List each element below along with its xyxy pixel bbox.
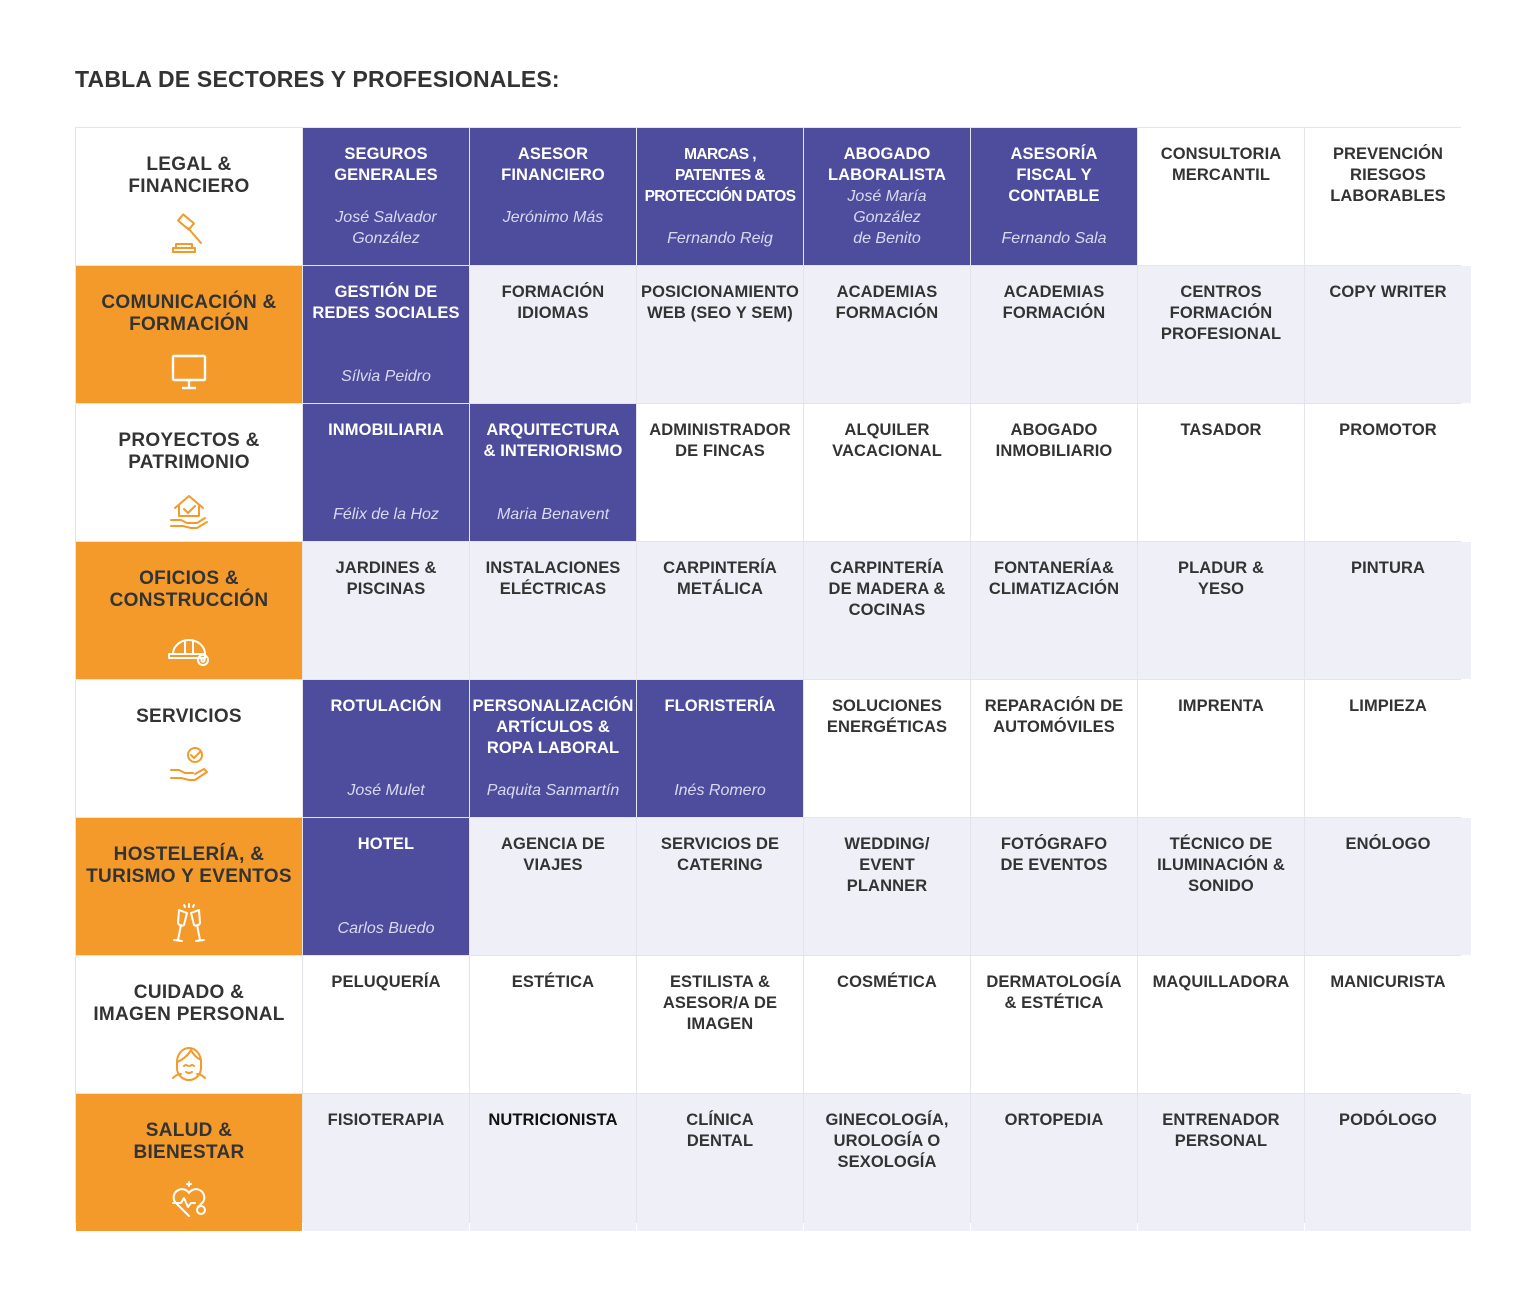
profession-cell <box>303 1094 469 1231</box>
professional-name: Fernando Sala <box>1001 230 1107 247</box>
profession-label: PERSONALIZACIÓN ARTÍCULOS & ROPA LABORAL <box>472 697 634 757</box>
profession-label: REPARACIÓN DE AUTOMÓVILES <box>984 697 1124 736</box>
profession-label: FISIOTERAPIA <box>327 1111 445 1129</box>
profession-cell <box>303 128 469 265</box>
profession-cell <box>1138 542 1304 679</box>
profession-label: MARCAS , PATENTES & PROTECCIÓN DATOS <box>644 146 796 205</box>
hand-check-icon <box>165 740 213 788</box>
profession-label: FORMACIÓN IDIOMAS <box>501 283 605 322</box>
professional-name: Félix de la Hoz <box>333 506 439 523</box>
profession-label: POSICIONAMIENTO WEB (SEO Y SEM) <box>641 283 799 322</box>
profession-label: ASESORÍA FISCAL Y CONTABLE <box>1008 145 1100 205</box>
profession-cell <box>637 1094 803 1231</box>
profession-cell <box>1138 818 1304 955</box>
profession-label: ESTÉTICA <box>511 973 595 991</box>
profession-cell <box>303 818 469 955</box>
profession-label: COSMÉTICA <box>837 973 937 991</box>
profession-label: GINECOLOGÍA, UROLOGÍA O SEXOLOGÍA <box>825 1111 949 1171</box>
sector-cell <box>76 818 302 955</box>
profession-label: CENTROS FORMACIÓN PROFESIONAL <box>1160 283 1282 343</box>
sector-cell <box>76 1094 302 1231</box>
sector-cell <box>76 542 302 679</box>
profession-label: FONTANERÍA& CLIMATIZACIÓN <box>988 559 1120 598</box>
profession-cell <box>637 542 803 679</box>
profession-cell <box>1305 680 1471 817</box>
professional-name: José Salvador González <box>335 209 437 247</box>
professional-name: Paquita Sanmartín <box>486 782 620 799</box>
profession-cell <box>637 266 803 403</box>
profession-label: ACADEMIAS FORMACIÓN <box>1002 283 1106 322</box>
profession-cell <box>804 956 970 1093</box>
profession-label: FOTÓGRAFO DE EVENTOS <box>1000 835 1108 874</box>
profession-label: IMPRENTA <box>1178 697 1264 715</box>
profession-label: HOTEL <box>357 835 415 853</box>
profession-cell <box>637 818 803 955</box>
profession-label: TÉCNICO DE ILUMINACIÓN & SONIDO <box>1157 835 1285 895</box>
face-icon <box>165 1038 213 1086</box>
profession-cell <box>1305 266 1471 403</box>
profession-label: ROTULACIÓN <box>330 697 442 715</box>
profession-label: CONSULTORIA MERCANTIL <box>1160 145 1282 184</box>
profession-label: TASADOR <box>1180 421 1262 439</box>
profession-cell <box>637 956 803 1093</box>
profession-cell <box>804 818 970 955</box>
helmet-gear-icon <box>165 624 213 672</box>
profession-cell <box>804 542 970 679</box>
sector-name: COMUNICACIÓN & FORMACIÓN <box>101 292 277 335</box>
professional-name: Fernando Reig <box>667 230 773 247</box>
profession-label: CARPINTERÍA DE MADERA & COCINAS <box>828 559 946 619</box>
profession-cell <box>1138 1094 1304 1231</box>
house-hand-icon <box>165 486 213 534</box>
sector-name: HOSTELERÍA, & TURISMO Y EVENTOS <box>86 844 292 887</box>
profession-label: PELUQUERÍA <box>331 973 441 991</box>
professional-name: Jerónimo Más <box>502 209 604 226</box>
profession-label: CLÍNICA DENTAL <box>686 1111 754 1150</box>
sector-name: SALUD & BIENESTAR <box>133 1120 245 1163</box>
profession-label: COPY WRITER <box>1329 283 1447 301</box>
professional-name: José María González de Benito <box>847 188 927 247</box>
profession-cell <box>971 818 1137 955</box>
professional-name: José Mulet <box>347 782 425 799</box>
profession-cell <box>1138 680 1304 817</box>
sector-cell <box>76 266 302 403</box>
profession-cell <box>470 266 636 403</box>
profession-label: ABOGADO LABORALISTA <box>827 145 947 184</box>
sector-name: SERVICIOS <box>136 706 242 727</box>
profession-cell <box>1138 956 1304 1093</box>
profession-cell <box>303 266 469 403</box>
profession-cell <box>637 680 803 817</box>
profession-label: LIMPIEZA <box>1349 697 1427 715</box>
profession-cell <box>303 404 469 541</box>
profession-label: CARPINTERÍA METÁLICA <box>663 559 777 598</box>
profession-cell <box>470 128 636 265</box>
profession-cell <box>1138 128 1304 265</box>
profession-label: FLORISTERÍA <box>664 697 776 715</box>
profession-label: SEGUROS GENERALES <box>334 145 438 184</box>
profession-cell <box>1305 542 1471 679</box>
profession-cell <box>1305 818 1471 955</box>
profession-cell <box>470 680 636 817</box>
profession-label: GESTIÓN DE REDES SOCIALES <box>312 283 460 322</box>
sector-name: PROYECTOS & PATRIMONIO <box>118 430 260 473</box>
profession-cell <box>1305 1094 1471 1231</box>
profession-cell <box>303 542 469 679</box>
profession-cell <box>971 266 1137 403</box>
profession-label: PREVENCIÓN RIESGOS LABORABLES <box>1330 145 1446 205</box>
sector-cell <box>76 680 302 817</box>
champagne-icon <box>165 900 213 948</box>
profession-label: MAQUILLADORA <box>1152 973 1290 991</box>
professional-name: Inés Romero <box>674 782 766 799</box>
profession-label: WEDDING/ EVENT PLANNER <box>844 835 930 895</box>
profession-label: ADMINISTRADOR DE FINCAS <box>649 421 791 460</box>
sector-cell <box>76 128 302 265</box>
profession-cell <box>1305 956 1471 1093</box>
profession-label: INMOBILIARIA <box>328 421 444 439</box>
page-title: TABLA DE SECTORES Y PROFESIONALES: <box>75 66 560 92</box>
profession-cell <box>804 404 970 541</box>
profession-label: ENÓLOGO <box>1345 835 1431 853</box>
sectors-table <box>75 127 1461 1223</box>
profession-label: SOLUCIONES ENERGÉTICAS <box>826 697 948 736</box>
profession-label: ALQUILER VACACIONAL <box>832 421 942 460</box>
sector-name: LEGAL & FINANCIERO <box>128 154 250 197</box>
profession-cell <box>637 404 803 541</box>
profession-label: JARDINES & PISCINAS <box>335 559 437 598</box>
profession-cell <box>971 542 1137 679</box>
profession-label: ENTRENADOR PERSONAL <box>1162 1111 1280 1150</box>
profession-label: PLADUR & YESO <box>1177 559 1265 598</box>
profession-cell <box>470 404 636 541</box>
profession-cell <box>804 1094 970 1231</box>
profession-label: ABOGADO INMOBILIARIO <box>995 421 1113 460</box>
profession-label: PINTURA <box>1350 559 1426 577</box>
profession-cell <box>1138 266 1304 403</box>
profession-cell <box>1305 404 1471 541</box>
sector-cell <box>76 404 302 541</box>
profession-label: INSTALACIONES ELÉCTRICAS <box>485 559 621 598</box>
profession-cell <box>804 128 970 265</box>
profession-label: AGENCIA DE VIAJES <box>501 835 605 874</box>
profession-cell <box>971 128 1137 265</box>
profession-cell <box>303 680 469 817</box>
profession-label: ESTILISTA & ASESOR/A DE IMAGEN <box>662 973 778 1033</box>
sector-cell <box>76 956 302 1093</box>
professional-name: Sílvia Peidro <box>341 368 431 385</box>
profession-cell <box>1305 128 1471 265</box>
profession-label: SERVICIOS DE CATERING <box>660 835 780 874</box>
profession-cell <box>303 956 469 1093</box>
profession-cell <box>971 1094 1137 1231</box>
profession-label: ACADEMIAS FORMACIÓN <box>835 283 939 322</box>
profession-label: PODÓLOGO <box>1339 1111 1437 1129</box>
profession-cell <box>804 266 970 403</box>
profession-cell <box>470 956 636 1093</box>
profession-label: ORTOPEDIA <box>1004 1111 1104 1129</box>
profession-label: ARQUITECTURA & INTERIORISMO <box>483 421 623 460</box>
profession-label: MANICURISTA <box>1330 973 1446 991</box>
profession-cell <box>470 1094 636 1231</box>
profession-cell <box>1138 404 1304 541</box>
profession-cell <box>971 404 1137 541</box>
profession-cell <box>470 818 636 955</box>
professional-name: Carlos Buedo <box>337 920 435 937</box>
profession-label: ASESOR FINANCIERO <box>501 145 605 184</box>
profession-cell <box>971 956 1137 1093</box>
profession-cell <box>804 680 970 817</box>
profession-label: PROMOTOR <box>1339 421 1437 439</box>
profession-label: NUTRICIONISTA <box>488 1111 618 1129</box>
sector-name: OFICIOS & CONSTRUCCIÓN <box>109 568 269 611</box>
professional-name: Maria Benavent <box>496 506 610 523</box>
profession-cell <box>470 542 636 679</box>
gavel-icon <box>165 210 213 258</box>
heart-pulse-icon <box>165 1176 213 1224</box>
profession-label: DERMATOLOGÍA & ESTÉTICA <box>986 973 1122 1012</box>
profession-cell <box>637 128 803 265</box>
monitor-icon <box>165 348 213 396</box>
sector-name: CUIDADO & IMAGEN PERSONAL <box>93 982 285 1025</box>
profession-cell <box>971 680 1137 817</box>
